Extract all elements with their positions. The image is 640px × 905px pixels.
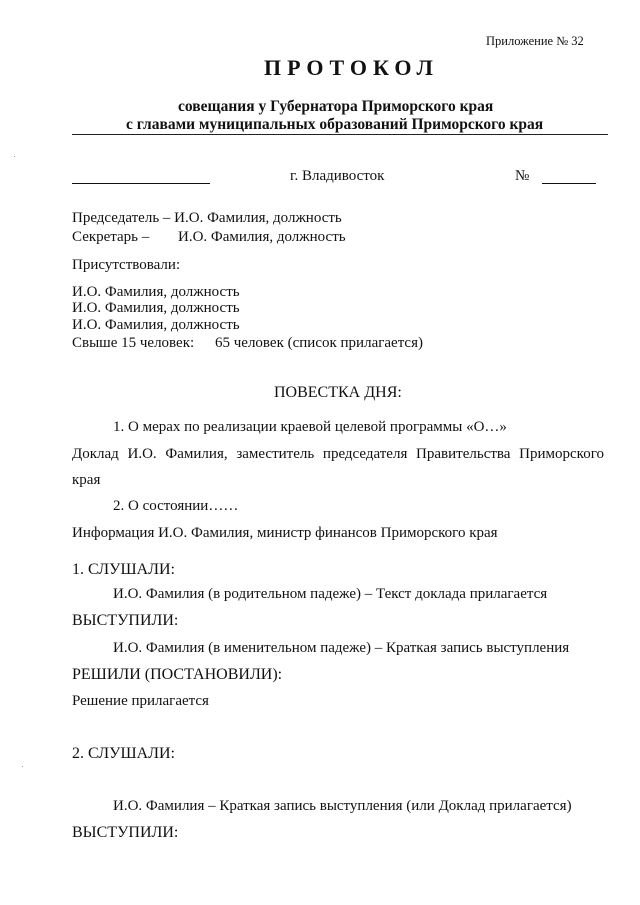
- agenda-item-1-report-cont: края: [72, 472, 101, 488]
- spoke-1-text: И.О. Фамилия (в именительном падеже) – Краткая запись выступления: [113, 640, 570, 656]
- spoke-2-heading: ВЫСТУПИЛИ:: [72, 824, 179, 841]
- agenda-item-2-info: Информация И.О. Фамилия, министр финансов Приморского края: [72, 525, 498, 541]
- scan-speck-2: [22, 766, 23, 767]
- decided-heading: РЕШИЛИ (ПОСТАНОВИЛИ):: [72, 666, 283, 683]
- number-blank-line: [542, 183, 596, 184]
- scan-speck: [14, 156, 15, 157]
- appendix-label: Приложение № 32: [486, 34, 584, 48]
- heard-1-heading: 1. СЛУШАЛИ:: [72, 561, 175, 578]
- city-label: г. Владивосток: [290, 168, 385, 184]
- attendee-1: И.О. Фамилия, должность: [72, 284, 240, 300]
- attendee-2: И.О. Фамилия, должность: [72, 300, 240, 316]
- over15-label: Свыше 15 человек:: [72, 335, 195, 351]
- heard-1-text: И.О. Фамилия (в родительном падеже) – Текст доклада прилагается: [113, 586, 548, 602]
- subtitle-line-1: совещания у Губернатора Приморского края: [178, 98, 494, 115]
- subtitle-line-2: с главами муниципальных образований Приморского края: [126, 116, 544, 133]
- heard-2-heading: 2. СЛУШАЛИ:: [72, 745, 175, 762]
- agenda-item-2: 2. О состоянии……: [113, 498, 239, 514]
- attendee-3: И.О. Фамилия, должность: [72, 317, 240, 333]
- number-sign: №: [515, 168, 530, 184]
- present-label: Присутствовали:: [72, 257, 181, 273]
- secretary-label: Секретарь –: [72, 229, 150, 245]
- spoke-1-heading: ВЫСТУПИЛИ:: [72, 612, 179, 629]
- chairman-line: Председатель – И.О. Фамилия, должность: [72, 210, 342, 226]
- secretary-value: И.О. Фамилия, должность: [178, 229, 346, 245]
- agenda-item-1-report: Доклад И.О. Фамилия, заместитель председателя Правительства Приморского: [72, 446, 604, 462]
- document-title: ПРОТОКОЛ: [264, 55, 439, 80]
- agenda-item-1: 1. О мерах по реализации краевой целевой программы «О…»: [113, 419, 507, 435]
- header-rule: [72, 134, 608, 135]
- date-blank-line: [72, 183, 210, 184]
- heard-2-text: И.О. Фамилия – Краткая запись выступления (или Доклад прилагается): [113, 798, 572, 814]
- agenda-heading: ПОВЕСТКА ДНЯ:: [274, 384, 402, 401]
- over15-value: 65 человек (список прилагается): [215, 335, 423, 351]
- decision-text: Решение прилагается: [72, 693, 209, 709]
